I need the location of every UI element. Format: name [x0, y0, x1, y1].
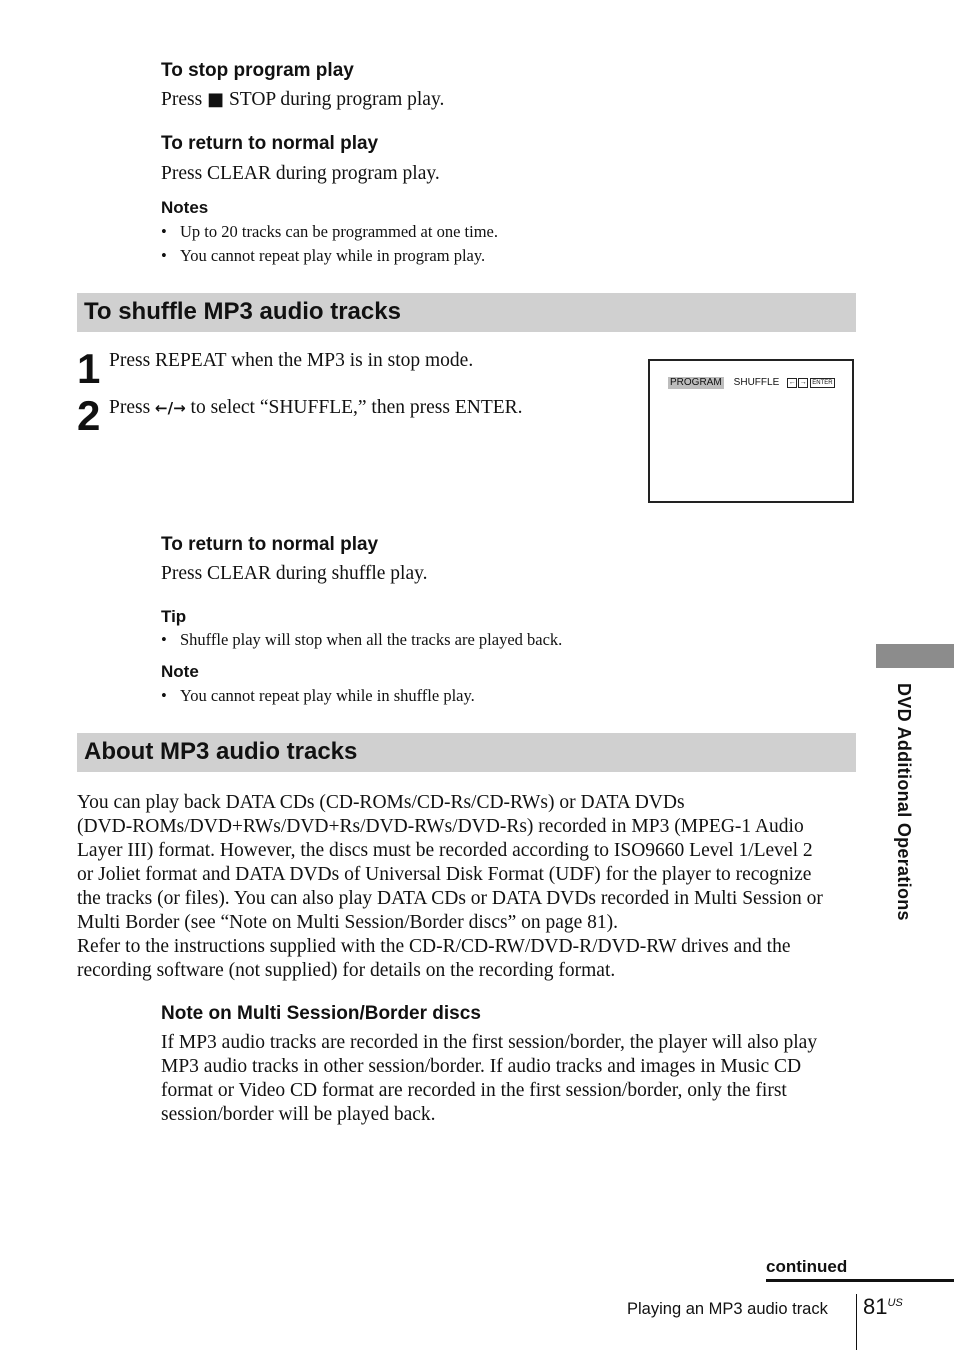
- step-2-text: [109, 396, 523, 420]
- page-number-suffix: US: [887, 1297, 903, 1309]
- notes-label: Notes: [161, 198, 209, 217]
- step-number: 1: [77, 345, 101, 392]
- paragraph-line: If MP3 audio tracks are recorded in the first session/border, the player will also play: [161, 1032, 818, 1053]
- shuffle-label: SHUFFLE: [733, 377, 780, 388]
- stop-program-text-after: STOP during program play.: [228, 89, 445, 110]
- step-2-text-after: to select “SHUFFLE,” then press ENTER.: [190, 397, 523, 418]
- left-arrow-icon: ←: [788, 379, 796, 386]
- list-item: • You cannot repeat play while in program play.: [161, 246, 486, 265]
- paragraph-line: recording software (not supplied) for details on the recording format.: [77, 960, 616, 981]
- section-title: About MP3 audio tracks: [84, 738, 358, 765]
- step-number: 2: [77, 392, 101, 439]
- list-item: • Shuffle play will stop when all the tracks are played back.: [161, 630, 563, 649]
- left-right-arrows-icon: ←/→: [155, 399, 186, 417]
- stop-icon: ■: [207, 89, 225, 110]
- section-bar-shuffle: [77, 293, 856, 332]
- right-arrow-icon: →: [799, 379, 807, 386]
- display-row: [668, 377, 835, 389]
- multi-session-paragraph: [161, 1031, 861, 1127]
- note-text: You cannot repeat play while in program play.: [180, 246, 486, 265]
- continued-rule: [766, 1279, 954, 1282]
- footer-section-title: Playing an MP3 audio track: [627, 1300, 828, 1318]
- list-item: • Up to 20 tracks can be programmed at one time.: [161, 222, 498, 241]
- enter-key: ENTER: [812, 380, 833, 386]
- tip-list: [161, 628, 562, 652]
- paragraph-line: You can play back DATA CDs (CD-ROMs/CD-Rs/CD-RWs) or DATA DVDs: [77, 792, 685, 813]
- stop-program-text: [161, 88, 444, 112]
- footer-divider: [856, 1294, 857, 1350]
- paragraph-line: session/border will be played back.: [161, 1104, 436, 1125]
- step-1-text: Press REPEAT when the MP3 is in stop mode.: [109, 350, 474, 371]
- page-number-value: 81: [863, 1294, 888, 1319]
- return-shuffle-text: Press CLEAR during shuffle play.: [161, 563, 428, 584]
- paragraph-line: (DVD-ROMs/DVD+RWs/DVD+Rs/DVD-RWs/DVD-Rs) recorded in MP3 (MPEG-1 Audio: [77, 816, 804, 837]
- step-2-text-before: Press: [109, 397, 151, 418]
- program-label: PROGRAM: [670, 377, 722, 388]
- about-paragraph: [77, 791, 877, 983]
- note-label: Note: [161, 662, 199, 681]
- section-title: To shuffle MP3 audio tracks: [84, 298, 401, 325]
- note-list: [161, 684, 475, 708]
- page-number: [863, 1294, 903, 1320]
- stop-program-text-before: Press: [161, 89, 203, 110]
- list-item: • You cannot repeat play while in shuffle play.: [161, 686, 475, 705]
- multi-session-heading: Note on Multi Session/Border discs: [161, 1003, 481, 1024]
- side-tab-label: DVD Additional Operations: [894, 683, 914, 921]
- return-shuffle-heading: To return to normal play: [161, 534, 379, 555]
- return-program-heading: To return to normal play: [161, 133, 379, 154]
- note-text: Up to 20 tracks can be programmed at one time.: [180, 222, 498, 241]
- side-tab-marker: [876, 644, 954, 668]
- tip-label: Tip: [161, 607, 187, 626]
- onscreen-display-illustration: [648, 359, 854, 503]
- paragraph-line: Layer III) format. However, the discs must be recorded according to ISO9660 Level 1/Level 2: [77, 840, 813, 861]
- continued-label: continued: [766, 1257, 848, 1276]
- paragraph-line: Refer to the instructions supplied with the CD-R/CD-RW/DVD-R/DVD-RW drives and the: [77, 936, 791, 957]
- note-text: You cannot repeat play while in shuffle play.: [180, 686, 475, 705]
- stop-program-heading: To stop program play: [161, 60, 354, 81]
- notes-list: [161, 220, 498, 268]
- return-program-text: Press CLEAR during program play.: [161, 163, 440, 184]
- arrow-keys: [787, 378, 834, 388]
- paragraph-line: or Joliet format and DATA DVDs of Universal Disk Format (UDF) for the player to recognize: [77, 864, 812, 885]
- tip-text: Shuffle play will stop when all the tracks are played back.: [180, 630, 563, 649]
- paragraph-line: Multi Border (see “Note on Multi Session/Border discs” on page 81).: [77, 912, 619, 933]
- paragraph-line: the tracks (or files). You can also play DATA CDs or DATA DVDs recorded in Multi Session or: [77, 888, 823, 909]
- section-bar-about: [77, 733, 856, 772]
- paragraph-line: MP3 audio tracks in other session/border. If audio tracks and images in Music CD: [161, 1056, 802, 1077]
- paragraph-line: format or Video CD format are recorded in the first session/border, only the first: [161, 1080, 787, 1101]
